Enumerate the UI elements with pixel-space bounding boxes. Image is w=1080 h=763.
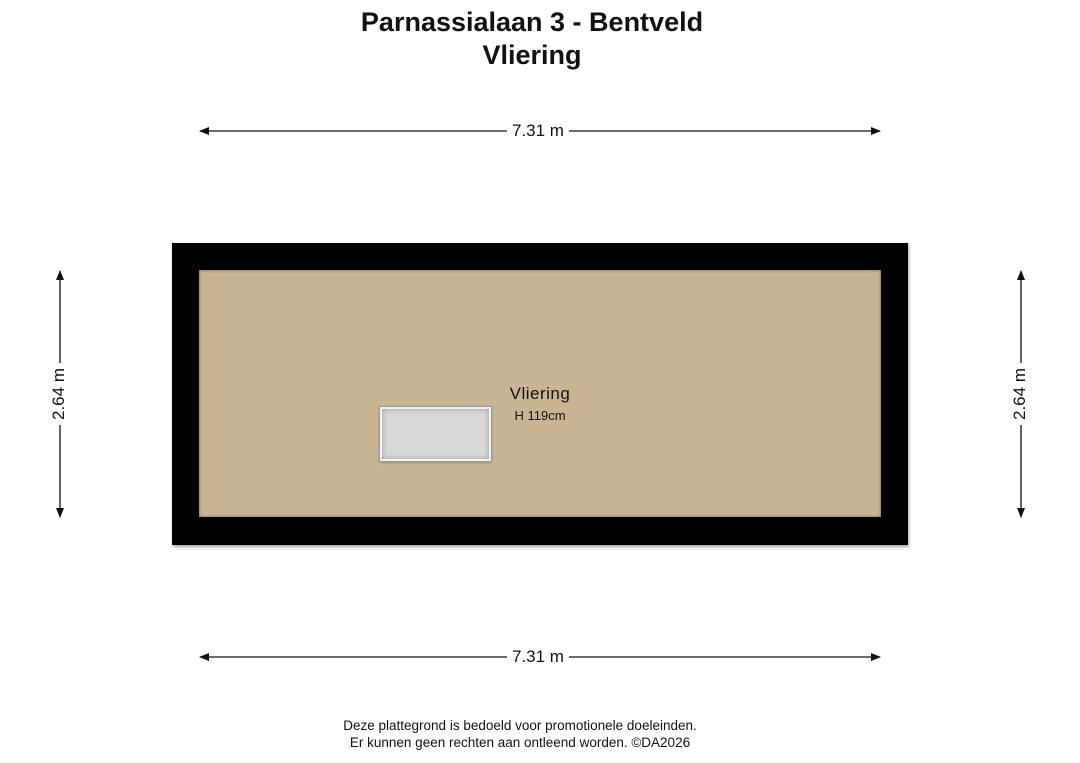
room-name: Vliering [509,384,571,403]
top-width-label: 7.31 m [507,121,569,141]
disclaimer [0,717,1040,751]
disclaimer-line-2: Er kunnen geen rechten aan ontleend worden. ©DA2026 [349,735,691,750]
left-depth-label: 2.64 m [49,363,69,425]
bottom-width-label: 7.31 m [507,647,569,667]
floor-title: Vliering [482,40,582,70]
disclaimer-line-1: Deze plattegrond is bedoeld voor promotionele doeleinden. [343,718,697,733]
room-height: H 119cm [514,408,566,423]
right-depth-label: 2.64 m [1010,363,1030,425]
page-title: Parnassialaan 3 - Bentveld [360,7,704,37]
